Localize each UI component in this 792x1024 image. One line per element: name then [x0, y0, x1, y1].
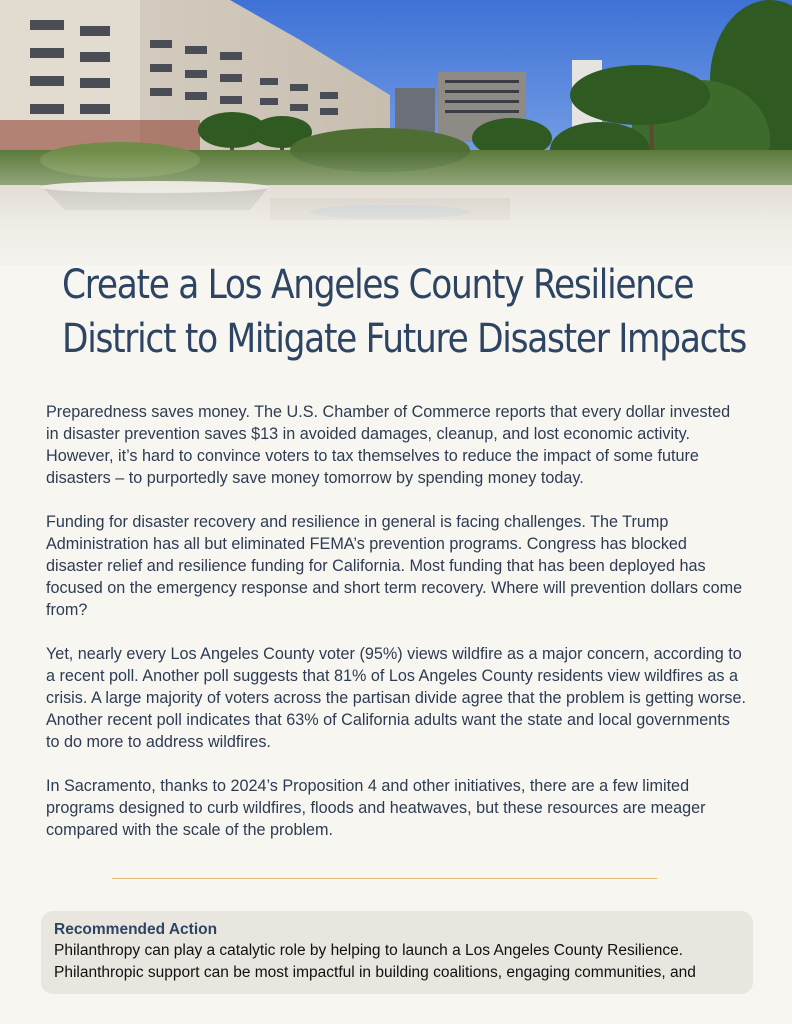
callout-text-line-1: Philanthropy can play a catalytic role by helping to launch a Los Angeles County Resilience. [54, 942, 683, 959]
hero-photo [0, 0, 792, 290]
civic-park-photo [0, 0, 792, 290]
section-divider [112, 878, 657, 879]
callout-text-line-2: Philanthropic support can be most impactful in building coalitions, engaging communities, and [54, 964, 696, 981]
callout-heading: Recommended Action [54, 921, 218, 938]
paragraph: Yet, nearly every Los Angeles County voter (95%) views wildfire as a major concern, according to a recent poll. Another poll suggests that 81% of Los Angeles County residents view wildfires as a crisis. A large majority of voters across the partisan divide agree that the problem is getting worse. Another recent poll indicates that 63% of California adults want the state and local governments to do more to address wildfires. [46, 645, 746, 751]
paragraph: Preparedness saves money. The U.S. Chamber of Commerce reports that every dollar invested in disaster prevention saves $13 in avoided damages, cleanup, and lost economic activity. However, it’s hard to convince voters to tax themselves to reduce the impact of some future disasters – to purportedly save money tomorrow by spending money today. [46, 403, 731, 487]
paragraph: Funding for disaster recovery and resilience in general is facing challenges. The Trump Administration has all but eliminated FEMA’s prevention programs. Congress has blocked disaster relief and resilience funding for California. Most funding that has been deployed has focused on the emergency response and short term recovery. Where will prevention dollars come from? [46, 513, 743, 619]
title-line-2: District to Mitigate Future Disaster Impacts [62, 316, 747, 362]
article-body [46, 401, 746, 863]
paragraph: In Sacramento, thanks to 2024’s Proposition 4 and other initiatives, there are a few limited programs designed to curb wildfires, floods and heatwaves, but these resources are meager compared with the scale of the problem. [46, 777, 706, 839]
title-line-1: Create a Los Angeles County Resilience [62, 262, 694, 308]
recommended-action-callout [41, 911, 753, 994]
page-title [62, 258, 747, 366]
